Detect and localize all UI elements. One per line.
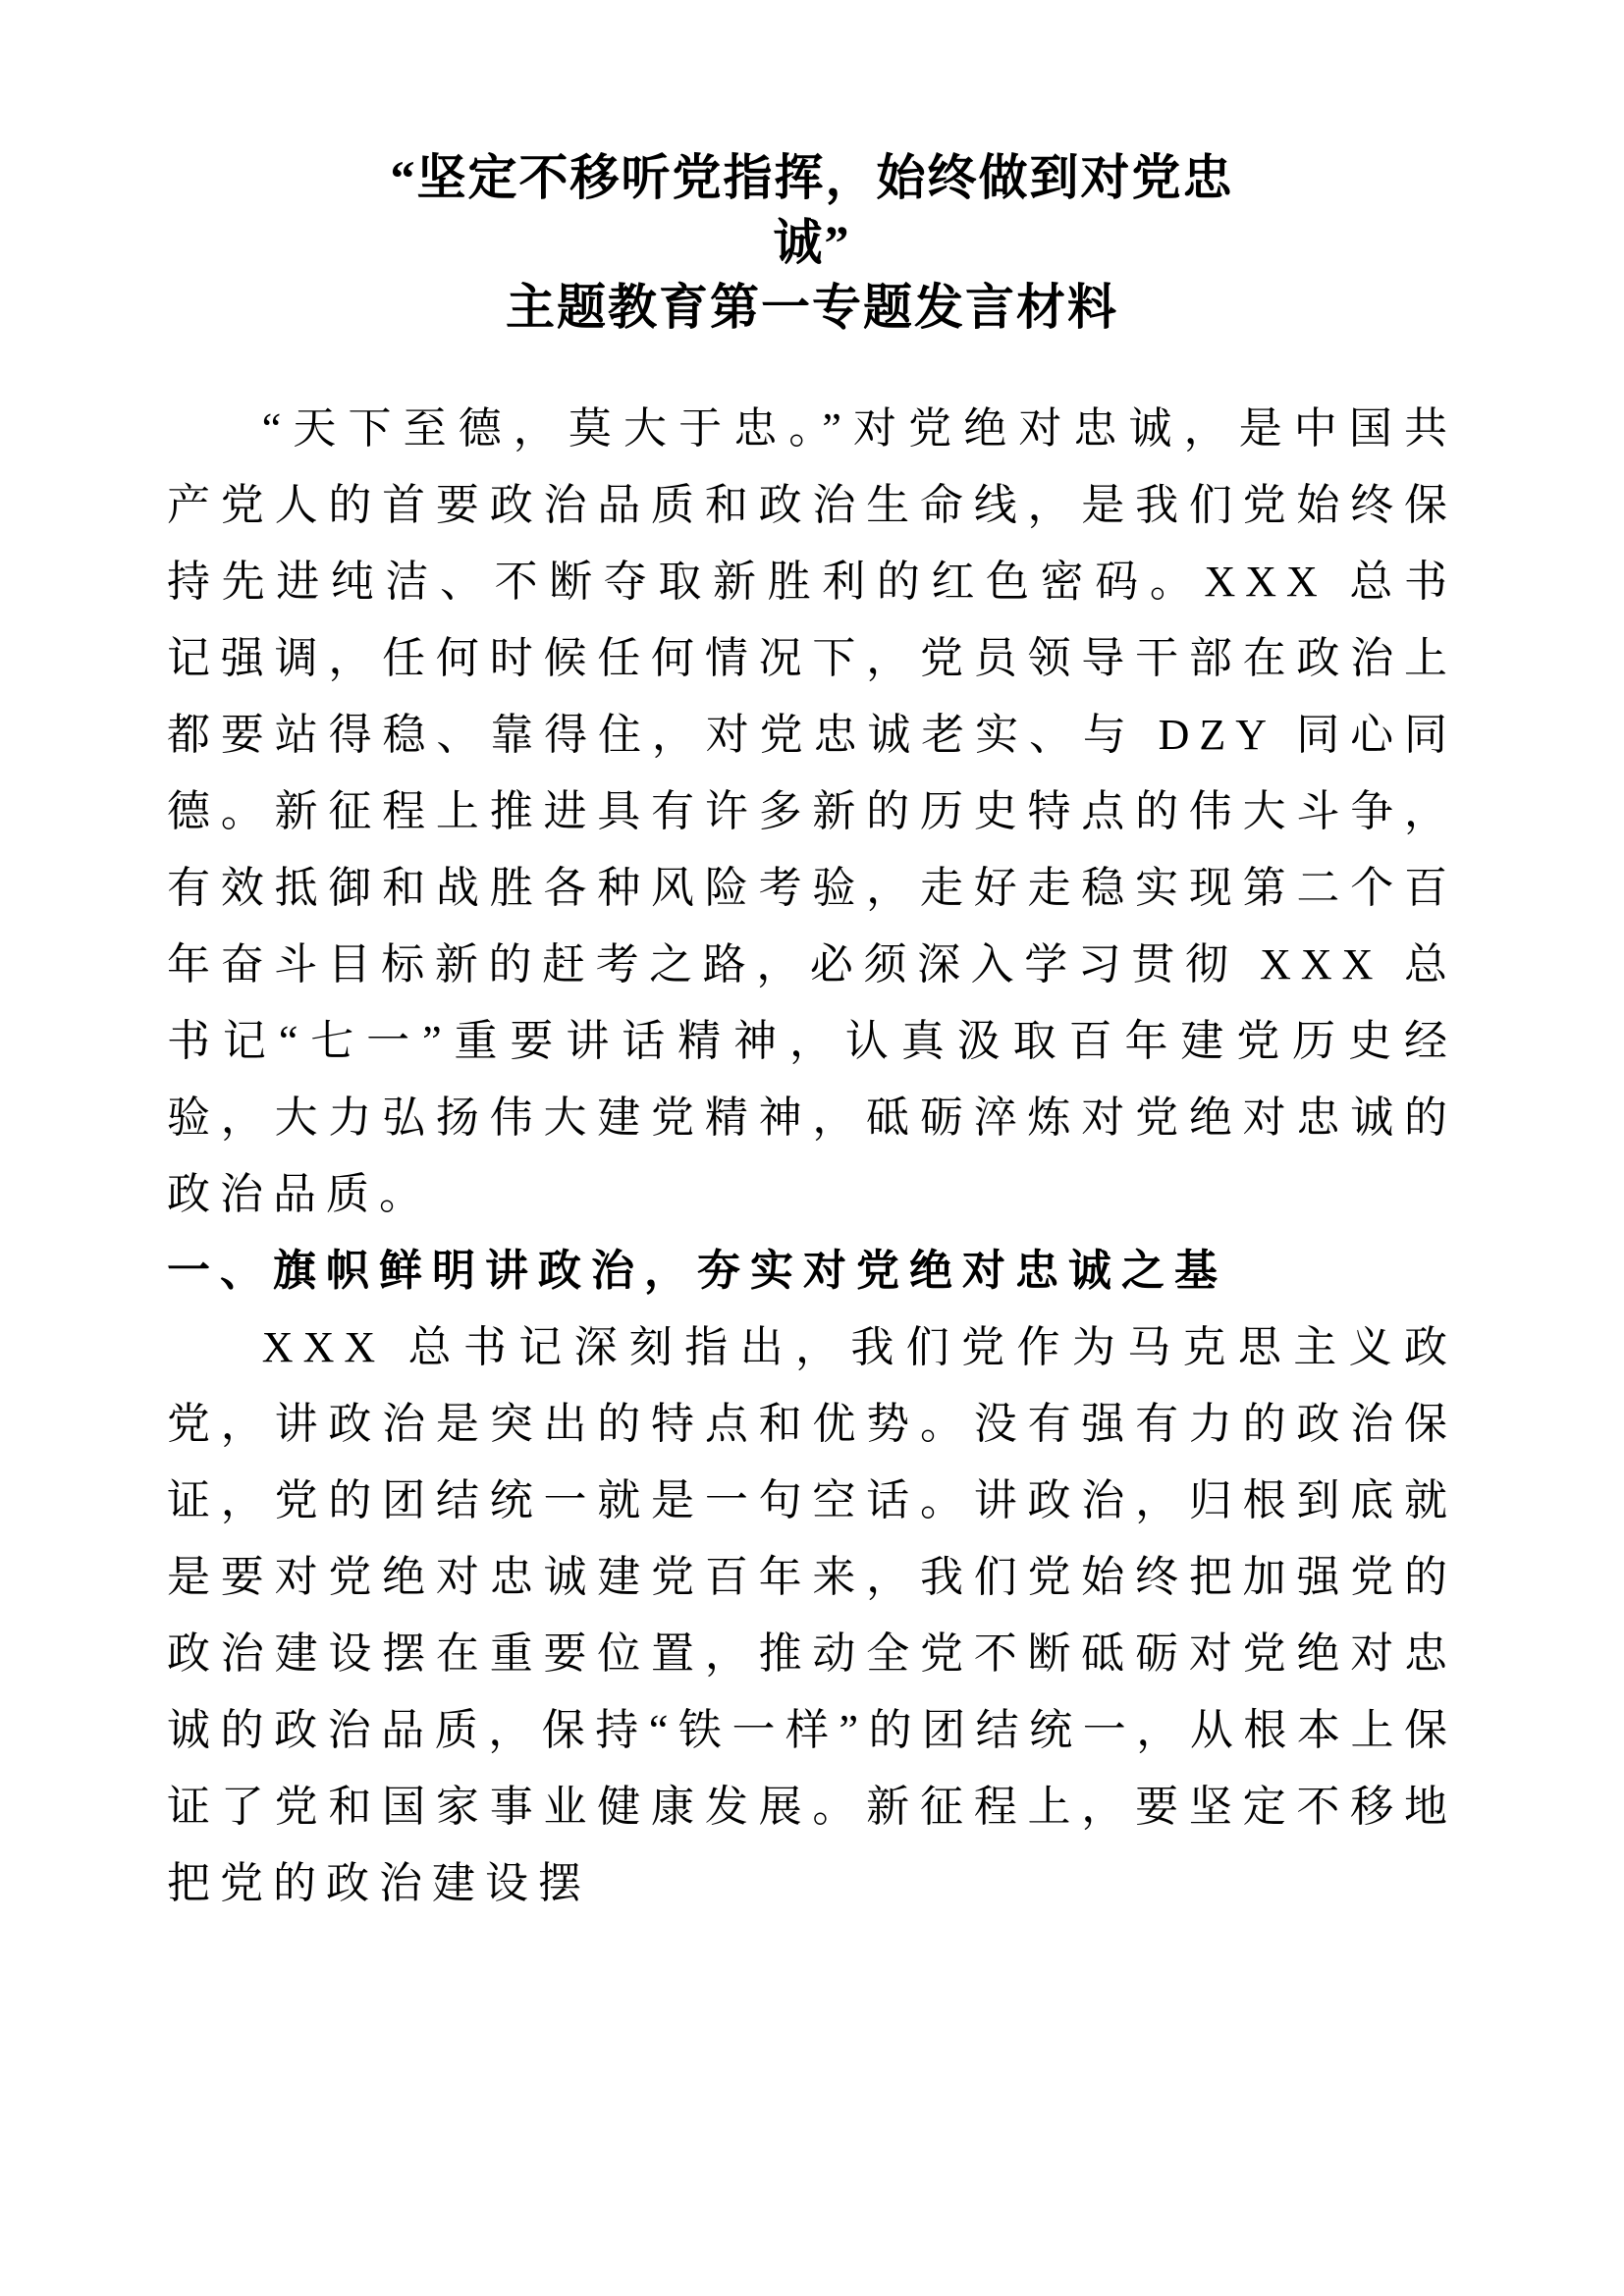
section-heading-1: 一、旗帜鲜明讲政治，夯实对党绝对忠诚之基 bbox=[167, 1247, 1227, 1295]
document-title-main: “坚定不移听党指挥，始终做到对党忠诚” bbox=[390, 150, 1234, 270]
paragraph-section-1: XXX 总书记深刻指出，我们党作为马克思主义政党，讲政治是突出的特点和优势。没有强有力的政治保证，党的团结统一就是一句空话。讲政治，归根到底就是要对党绝对忠诚建党百年来，我们党始终把加强党的政治建设摆在重要位置，推动全党不断砥砺对党绝对忠诚的政治品质，保持“铁一样”的团结统一，从根本上保证了党和国家事业健康发展。新征程上，要坚定不移地把党的政治建设摆 bbox=[167, 1323, 1457, 1907]
paragraph-intro: “天下至德，莫大于忠。”对党绝对忠诚，是中国共产党人的首要政治品质和政治生命线，是我们党始终保持先进纯洁、不断夺取新胜利的红色密码。XXX 总书记强调，任何时候任何情况下，党员领导干部在政治上都要站得稳、靠得住，对党忠诚老实、与 DZY 同心同德。新征程上推进具有许多新的历史特点的伟大斗争，有效抵御和战胜各种风险考验，走好走稳实现第二个百年奋斗目标新的赶考之路，必须深入学习贯彻 XXX 总书记“七一”重要讲话精神，认真汲取百年建党历史经验，大力弘扬伟大建党精神，砥砺淬炼对党绝对忠诚的政治品质。 bbox=[167, 404, 1457, 1218]
document-title bbox=[167, 145, 1457, 340]
document-title-subtitle: 主题教育第一专题发言材料 bbox=[506, 280, 1118, 335]
